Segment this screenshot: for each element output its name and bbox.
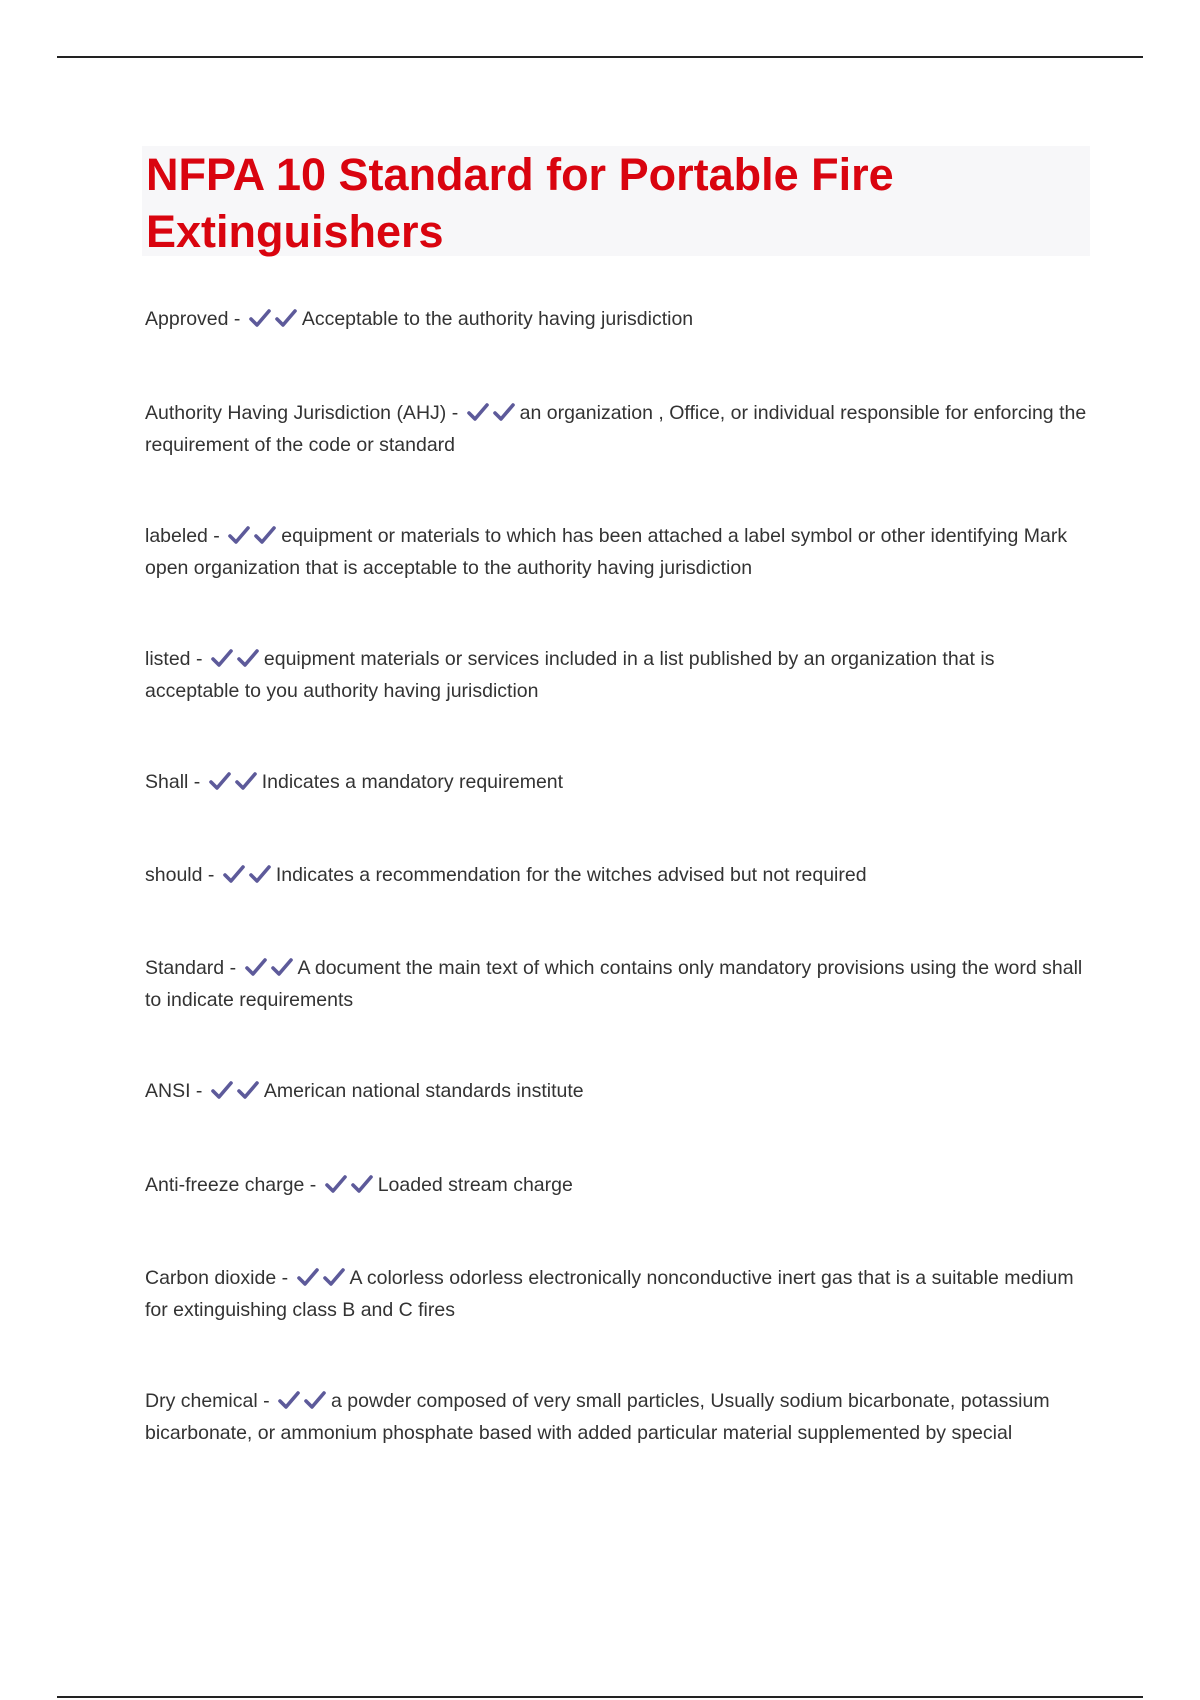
definition: Loaded stream charge <box>377 1174 573 1196</box>
double-check-icon <box>278 1390 330 1419</box>
bottom-divider <box>57 1696 1143 1698</box>
separator: - <box>202 864 220 886</box>
term: labeled <box>145 525 208 547</box>
double-check-icon <box>325 1174 377 1203</box>
definition: a powder composed of very small particles, Usually sodium bicarbonate, potassium bicarbonate, or ammonium phosphate based with added particular material supplemented by special <box>145 1390 1050 1444</box>
separator: - <box>188 771 206 793</box>
definition-entry-ahj <box>145 399 1091 460</box>
definition: equipment materials or services included in a list published by an organization that is acceptable to you authority having jurisdiction <box>145 648 995 702</box>
separator: - <box>190 648 208 670</box>
double-check-icon <box>211 648 263 677</box>
definition: Indicates a mandatory requirement <box>261 771 564 793</box>
definition-entry-dry-chemical <box>145 1387 1091 1448</box>
title-banner <box>142 146 1090 256</box>
double-check-icon <box>228 525 280 554</box>
definition: Acceptable to the authority having jurisdiction <box>301 308 694 330</box>
definition-entry-anti-freeze-charge <box>145 1171 1091 1203</box>
term: should <box>145 864 203 886</box>
separator: - <box>257 1390 276 1412</box>
double-check-icon <box>297 1267 349 1296</box>
double-check-icon <box>211 1080 263 1109</box>
definition: A colorless odorless electronically nonconductive inert gas that is a suitable medium for extinguishing class B and C fires <box>145 1267 1074 1321</box>
double-check-icon <box>249 308 301 337</box>
definition: A document the main text of which contains only mandatory provisions using the word shall to indicate requirements <box>145 957 1083 1011</box>
definition-entry-shall <box>145 768 1091 800</box>
term: Anti-freeze charge <box>145 1174 305 1196</box>
separator: - <box>446 402 464 424</box>
term: Approved <box>145 308 229 330</box>
double-check-icon <box>209 771 261 800</box>
separator: - <box>207 525 226 547</box>
separator: - <box>224 957 242 979</box>
term: Dry chemical <box>145 1390 258 1412</box>
term: Carbon dioxide <box>145 1267 277 1289</box>
definition: equipment or materials to which has been attached a label symbol or other identifying Mark open organization that is acceptable to the authority having jurisdiction <box>145 525 1068 579</box>
term: Standard <box>145 957 225 979</box>
separator: - <box>228 308 246 330</box>
definition-entry-ansi <box>145 1077 1091 1109</box>
definition-entry-standard <box>145 954 1091 1015</box>
term: listed <box>145 648 191 670</box>
double-check-icon <box>245 957 297 986</box>
definition-entry-should <box>145 861 1091 893</box>
double-check-icon <box>467 402 519 431</box>
definition-entry-carbon-dioxide <box>145 1264 1091 1325</box>
double-check-icon <box>223 864 275 893</box>
term: ANSI <box>145 1080 191 1102</box>
definition: Indicates a recommendation for the witches advised but not required <box>275 864 867 886</box>
term: Authority Having Jurisdiction (AHJ) <box>145 402 447 424</box>
term: Shall <box>145 771 189 793</box>
page-title: NFPA 10 Standard for Portable Fire Extinguishers <box>146 149 894 257</box>
definition-entry-listed <box>145 645 1091 706</box>
separator: - <box>276 1267 294 1289</box>
definition-entry-approved <box>145 305 1091 337</box>
separator: - <box>304 1174 322 1196</box>
top-divider <box>57 56 1143 58</box>
definition: an organization , Office, or individual responsible for enforcing the requirement of the code or standard <box>145 402 1087 456</box>
definition-entry-labeled <box>145 522 1091 583</box>
definition: American national standards institute <box>263 1080 584 1102</box>
separator: - <box>190 1080 208 1102</box>
